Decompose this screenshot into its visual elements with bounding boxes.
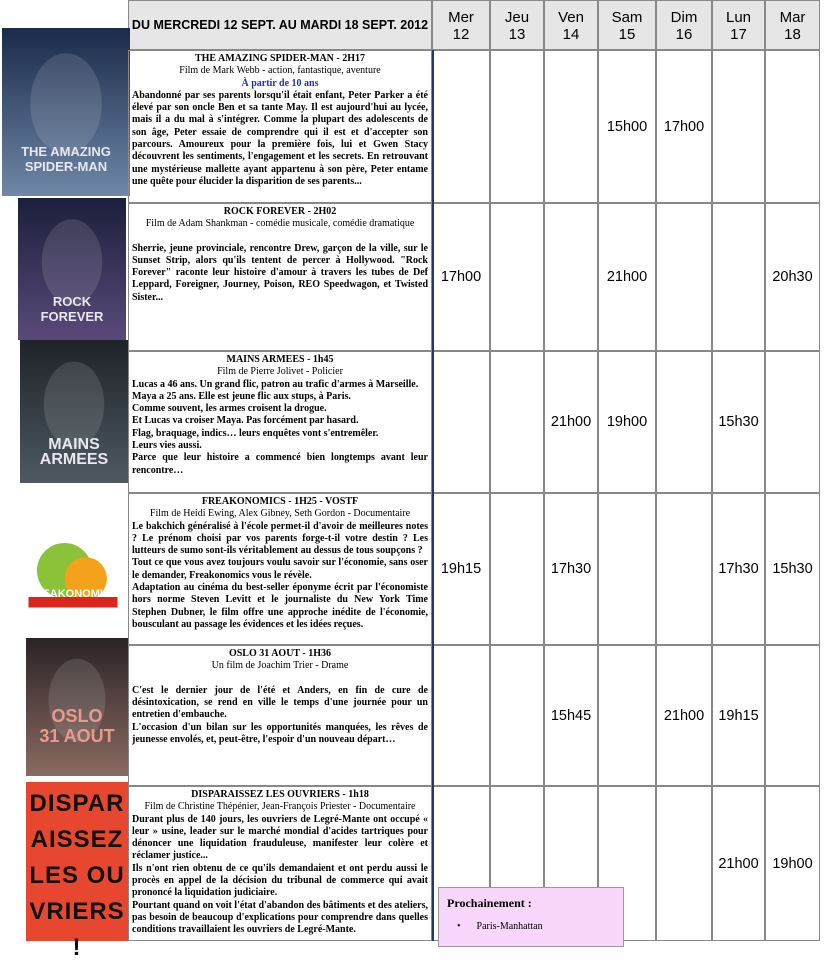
day-header-jeu <box>490 0 544 50</box>
film-poster <box>26 782 128 961</box>
poster-top-text: ROCK <box>52 294 92 309</box>
day-number: 16 <box>675 26 693 43</box>
film-credits: Film de Mark Webb - action, fantastique, aventure <box>179 65 381 77</box>
day-number: 12 <box>452 26 470 43</box>
day-number: 14 <box>562 26 580 43</box>
film-title: MAINS ARMEES - 1h45 <box>226 354 334 365</box>
showtime-cell <box>656 203 712 351</box>
showtime-cell <box>432 493 490 645</box>
showtime-cell <box>765 786 820 941</box>
film-credits: Un film de Joachim Trier - Drame <box>211 660 349 672</box>
showtime: 15h45 <box>550 707 592 724</box>
film-credits: Film de Christine Thépénier, Jean-François Priester - Documentaire <box>144 801 416 813</box>
schedule-period-title: DU MERCREDI 12 SEPT. AU MARDI 18 SEPT. 2012 <box>128 0 432 50</box>
showtime-cell <box>765 493 820 645</box>
poster-top-text: THE AMAZING <box>21 144 111 159</box>
showtime: 19h15 <box>440 561 482 577</box>
showtime: 21h00 <box>606 269 648 285</box>
poster-title <box>2 144 130 174</box>
film-title: THE AMAZING SPIDER-MAN - 2H17 <box>194 53 365 64</box>
showtime-cell <box>432 645 490 786</box>
poster-top-text: OSLO <box>51 706 103 726</box>
film-synopsis: Lucas a 46 ans. Un grand flic, patron au trafic d'armes à Marseille. Maya a 25 ans. Elle est jeune flic aux stups, à Paris. Comme souvent, les armes croisent la drogue. Et Lucas va croiser Maya. Pas forcément par hasard. Flag, braquage, indics… leurs enquêtes vont s'entremêler. Leurs vies aussi. Parce que leur histoire a commencé bien longtemps avant leur rencontre… <box>132 378 428 476</box>
showtime: 17h00 <box>440 269 482 285</box>
poster-title <box>26 706 128 746</box>
film-poster <box>26 638 128 776</box>
showtime-cell <box>490 351 544 493</box>
showtime-cell <box>656 786 712 941</box>
showtime: 15h00 <box>606 118 648 135</box>
film-synopsis: Le bakchich généralisé à l'école permet-il d'avoir de meilleures notes ? Le prénom choisi par vos parents forge-t-il votre destin ? Les lutteurs de sumo sont-ils véritablement au dessus de tous soupçons ? Tout ce que vous avez toujours voulu savoir sur l'économie, sans oser le demander, Freakonomics vous le révèle. Adaptation au cinéma du best-seller éponyme écrit par l'économiste hors norme Steven Levitt et le journaliste du New York Time Stephen Dubner, le film offre une approche inédite de l'économie, bousculant au passage les évidences et les idées reçues. <box>132 520 428 630</box>
film-poster <box>2 28 130 196</box>
showtime: 20h30 <box>772 269 813 285</box>
day-header-mer <box>432 0 490 50</box>
film-credits: Film de Adam Shankman - comédie musicale, comédie dramatique <box>145 218 415 230</box>
age-rating: À partir de 10 ans <box>241 77 319 89</box>
day-header-lun <box>712 0 765 50</box>
film-credits: Film de Pierre Jolivet - Policier <box>217 366 343 378</box>
showtime-cell <box>712 203 765 351</box>
showtime: 15h30 <box>772 561 813 577</box>
showtime-cell <box>490 493 544 645</box>
showtime: 17h30 <box>718 561 759 577</box>
day-name: Sam <box>611 9 643 26</box>
showtime-cell <box>490 50 544 203</box>
film-title: FREAKONOMICS - 1H25 - VOSTF <box>201 496 359 507</box>
showtime-cell <box>490 203 544 351</box>
poster-big-text: FOREVER <box>40 309 104 324</box>
coming-soon-heading: Prochainement : <box>447 896 532 910</box>
poster-title <box>20 588 126 600</box>
showtime-cell <box>598 645 656 786</box>
showtime-cell <box>712 351 765 493</box>
poster-big-text: SPIDER-MAN <box>24 159 108 174</box>
showtime-cell <box>765 351 820 493</box>
day-name: Dim <box>670 9 698 26</box>
showtime-cell <box>598 493 656 645</box>
showtime-cell <box>432 351 490 493</box>
film-description <box>128 351 432 493</box>
day-name: Mar <box>779 9 806 26</box>
day-header-sam <box>598 0 656 50</box>
showtime: 17h30 <box>550 561 592 577</box>
showtime: 19h00 <box>772 855 813 872</box>
film-description <box>128 786 432 941</box>
showtime-cell <box>544 645 598 786</box>
showtime-cell <box>765 645 820 786</box>
film-title: OSLO 31 AOUT - 1H36 <box>228 648 332 659</box>
showtime-cell <box>598 50 656 203</box>
showtime-cell <box>490 645 544 786</box>
showtime: 19h15 <box>718 707 759 724</box>
showtime-cell <box>656 50 712 203</box>
film-synopsis: Sherrie, jeune provinciale, rencontre Drew, garçon de la ville, sur le Sunset Strip, alors qu'ils tentent de percer à Hollywood. "Rock Forever" raconte leur histoire d'amour à travers les tubes de Def Leppard, Foreigner, Journey, Poison, REO Speedwagon, et Twisted Sister... <box>132 242 428 303</box>
showtime: 17h00 <box>663 118 705 135</box>
showtime-cell <box>656 493 712 645</box>
day-header-ven <box>544 0 598 50</box>
day-name: Lun <box>725 9 752 26</box>
showtime-cell <box>765 50 820 203</box>
poster-big-text: FREAKONOMICS <box>27 588 119 600</box>
showtime-cell <box>544 493 598 645</box>
showtime-cell <box>544 50 598 203</box>
day-number: 17 <box>730 26 747 43</box>
film-description <box>128 203 432 351</box>
day-number: 13 <box>508 26 526 43</box>
day-header-mar <box>765 0 820 50</box>
film-description <box>128 645 432 786</box>
film-synopsis: Abandonné par ses parents lorsqu'il était enfant, Peter Parker a été élevé par son oncle Ben et sa tante May. Il est aujourd'hui au lycée, mais il a du mal à s'intégrer. Comme la plupart des adolescents de son âge, Peter essaie de comprendre qui il est et d'accepter son parcours. Amoureux pour la première fois, lui et Gwen Stacy découvrent les sentiments, l'engagement et les secrets. En retrouvant une mystérieuse mallette ayant appartenu à son père, Peter entame une quête pour élucider la disparition de ses parents... <box>132 89 428 187</box>
film-poster <box>20 494 126 626</box>
showtime-cell <box>598 351 656 493</box>
showtime-cell <box>598 203 656 351</box>
showtime-cell <box>544 203 598 351</box>
showtime-cell <box>544 351 598 493</box>
poster-title <box>20 437 128 467</box>
showtime: 21h00 <box>550 414 592 430</box>
coming-soon-box <box>438 887 624 947</box>
coming-soon-item: • Paris-Manhattan <box>457 921 543 932</box>
showtime: 21h00 <box>663 707 705 724</box>
film-description <box>128 493 432 645</box>
day-number: 18 <box>784 26 801 43</box>
poster-big-text: DISPAR AISSEZ LES OU VRIERS! <box>29 790 125 961</box>
day-number: 15 <box>618 26 636 43</box>
poster-title <box>18 294 126 324</box>
day-name: Ven <box>558 9 584 26</box>
showtime-cell <box>432 50 490 203</box>
showtime-cell <box>712 645 765 786</box>
film-description <box>128 50 432 203</box>
showtime-cell <box>656 351 712 493</box>
showtime-cell <box>712 50 765 203</box>
showtime-cell <box>432 203 490 351</box>
film-poster <box>18 198 126 340</box>
poster-title <box>26 786 128 966</box>
showtime: 21h00 <box>718 855 759 872</box>
showtime: 15h30 <box>718 414 759 430</box>
film-poster <box>20 340 128 483</box>
film-synopsis: Durant plus de 140 jours, les ouvriers de Legré-Mante ont occupé « leur » usine, leader sur le marché mondial d'acides tartriques pour dénoncer une liquidation frauduleuse, manifester leur colère et réclamer justice... Ils n'ont rien obtenu de ce qu'ils demandaient et ont perdu aussi le procès en appel de la décision du tribunal de commerce qui avait prononcé la liquidation judiciaire. Pourtant quand on voit l'état d'abandon des bâtiments et des ateliers, pas besoin de beaucoup d'explications pour comprendre dans quelles conditions travaillaient les ouvriers de Legré-Mante. <box>132 813 428 936</box>
showtime: 19h00 <box>606 414 648 430</box>
showtime-cell <box>656 645 712 786</box>
film-title: ROCK FOREVER - 2H02 <box>223 206 337 217</box>
showtime-cell <box>765 203 820 351</box>
showtime-cell <box>712 786 765 941</box>
film-title: DISPARAISSEZ LES OUVRIERS - 1h18 <box>191 789 369 800</box>
day-header-dim <box>656 0 712 50</box>
poster-big-text: 31 AOUT <box>39 726 115 746</box>
day-name: Mer <box>448 9 474 26</box>
film-synopsis: C'est le dernier jour de l'été et Anders, en fin de cure de désintoxication, se rend en ville le temps d'une journée pour un entretien d'embauche. L'occasion d'un bilan sur les opportunités manquées, les rêves de jeunesse envolés, et, peut-être, l'espoir d'un nouveau départ… <box>132 684 428 746</box>
showtime-cell <box>712 493 765 645</box>
day-name: Jeu <box>504 9 530 26</box>
film-credits: Film de Heidi Ewing, Alex Gibney, Seth Gordon - Documentaire <box>149 508 411 520</box>
coming-soon-title: Paris-Manhattan <box>476 921 543 932</box>
poster-big-text: MAINS ARMEES <box>39 436 109 468</box>
column-separator <box>432 50 434 941</box>
